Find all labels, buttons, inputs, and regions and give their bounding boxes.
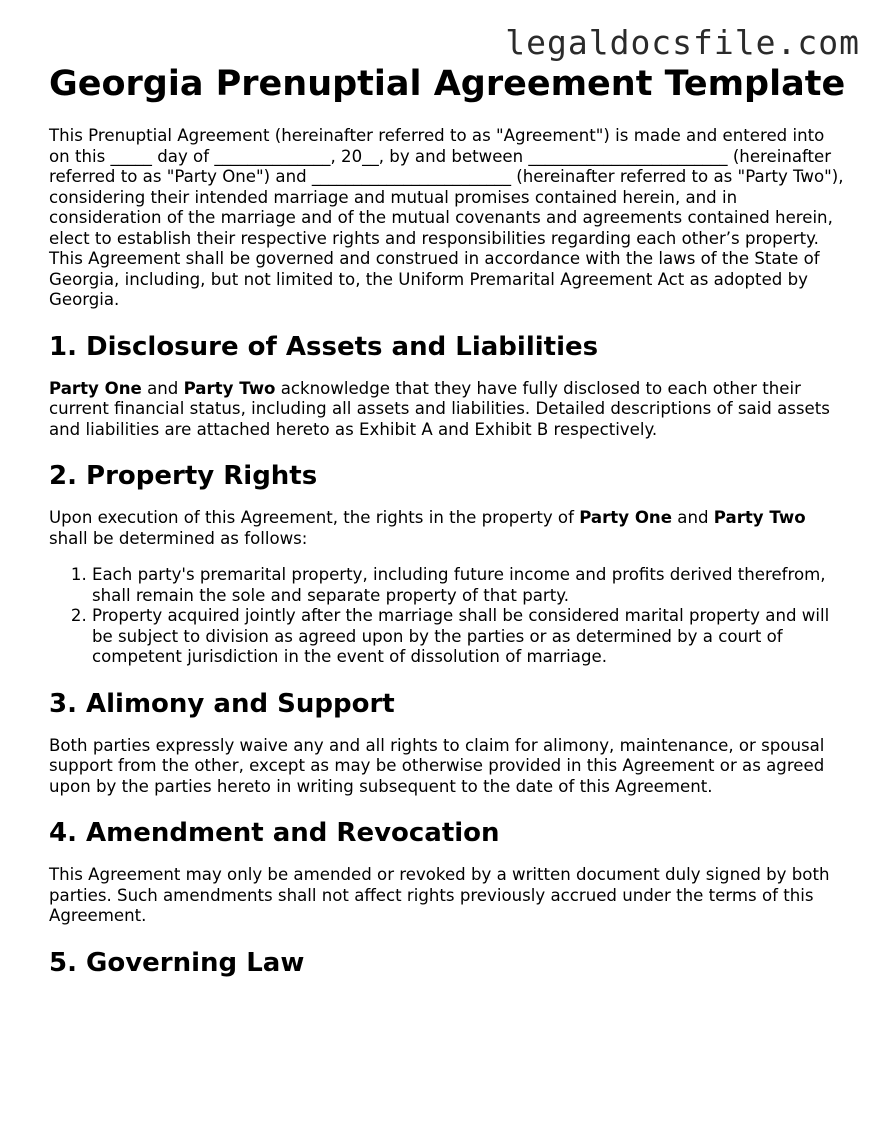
document-title: Georgia Prenuptial Agreement Template: [49, 64, 846, 104]
section-heading-governing-law: 5. Governing Law: [49, 947, 305, 978]
list-item: 2. Property acquired jointly after the marriage shall be considered marital property and will be subject to division as agreed upon by the parties or as determined by a court of competent jurisdiction in the event of dissolution of marriage.: [92, 606, 849, 668]
party-one-label: Party One: [579, 508, 672, 527]
list-item: 1. Each party's premarital property, including future income and profits derived therefrom, shall remain the sole and separate property of that party.: [92, 565, 849, 606]
disclosure-paragraph: [49, 379, 849, 441]
property-tail: shall be determined as follows:: [49, 528, 308, 548]
party-one-label: Party One: [49, 378, 142, 398]
disclosure-text: acknowledge that they have fully disclosed to each other their current financial status, including all assets and liabilities. Detailed descriptions of said assets and liabilities are attached hereto as Exhibit A and Exhibit B respectively.: [49, 378, 830, 439]
conjunction: and: [141, 378, 184, 398]
party-two-label: Party Two: [713, 508, 806, 527]
amendment-paragraph: This Agreement may only be amended or revoked by a written document duly signed by both parties. Such amendments shall not affect rights previously accrued under the terms of this Agreement.: [49, 865, 830, 925]
property-list: [49, 565, 849, 668]
alimony-paragraph: Both parties expressly waive any and all rights to claim for alimony, maintenance, or spousal support from the other, except as may be otherwise provided in this Agreement or as agreed upon by the parties hereto in writing subsequent to the date of this Agreement.: [49, 735, 825, 796]
property-lead: Upon execution of this Agreement, the rights in the property of: [49, 508, 580, 527]
document-page: [49, 62, 849, 995]
party-two-label: Party Two: [183, 378, 276, 398]
conjunction: and: [672, 508, 714, 527]
section-heading-alimony: 3. Alimony and Support: [49, 688, 395, 719]
watermark: legaldocsfile.com: [505, 23, 860, 62]
section-heading-amendment: 4. Amendment and Revocation: [49, 818, 500, 848]
intro-paragraph: This Prenuptial Agreement (hereinafter referred to as "Agreement") is made and entered into on this _____ day of ______________, 20__, by and between ________________________ (hereinafter referred to as "Party One") and ________________________ (hereinafter referred to as "Party Two"), considering their intended marriage and mutual promises contained herein, and in consideration of the marriage and of the mutual covenants and agreements contained herein, elect to establish their respective rights and responsibilities regarding each other’s property. This Agreement shall be governed and construed in accordance with the laws of the State of Georgia, including, but not limited to, the Uniform Premarital Agreement Act as adopted by Georgia.: [49, 126, 844, 309]
section-heading-property: 2. Property Rights: [49, 461, 318, 491]
property-paragraph: [49, 508, 849, 549]
section-heading-disclosure: 1. Disclosure of Assets and Liabilities: [49, 331, 599, 362]
